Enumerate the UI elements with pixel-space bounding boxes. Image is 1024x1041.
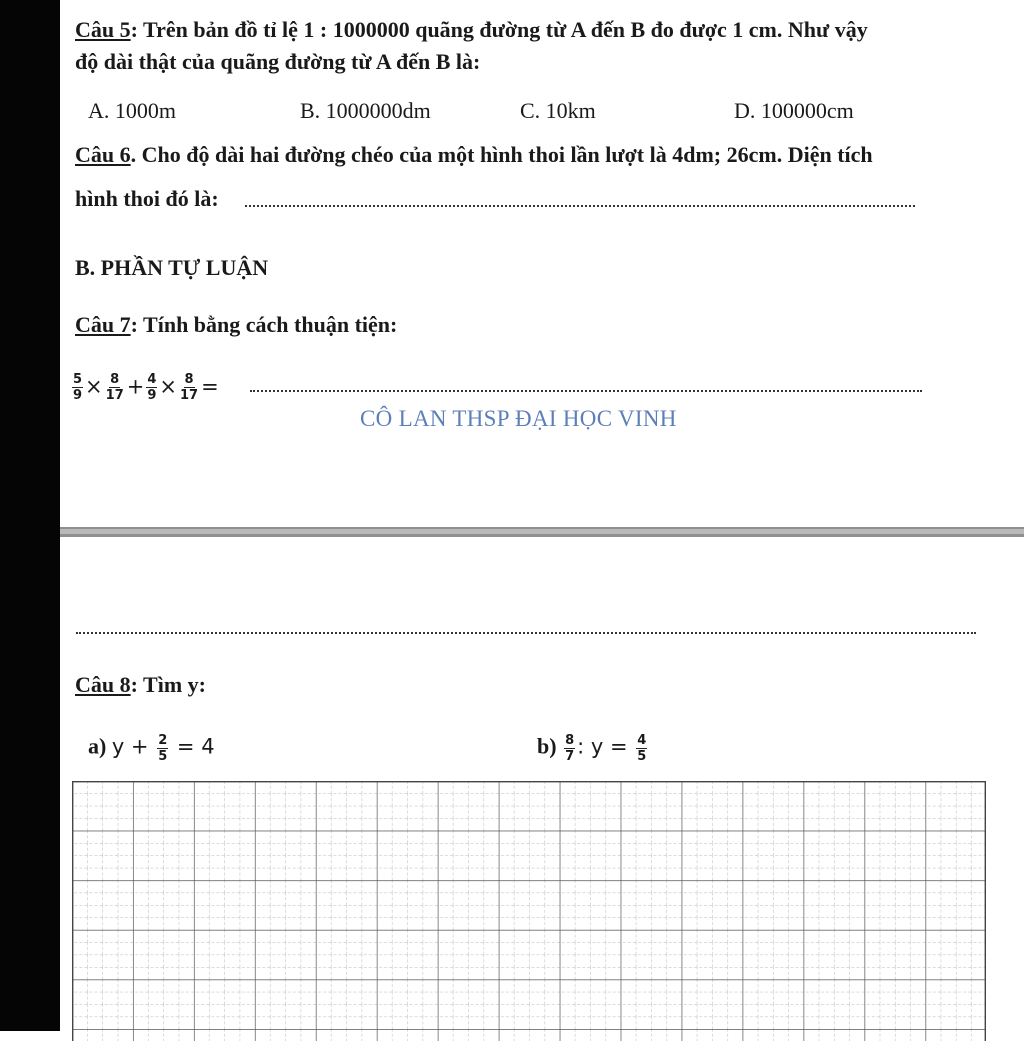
q7-expression (70, 372, 219, 403)
q8-b-prefix: b) (537, 733, 563, 759)
q7-op-2: + (126, 374, 145, 399)
q8-a-rhs: = 4 (170, 734, 215, 759)
q8-a-lhs: y + (111, 734, 156, 759)
answer-dotted-line-bottom (76, 632, 976, 634)
q8-a-frac: $\frac{2}{5}$ (158, 733, 168, 764)
q5-option-c: C. 10km (520, 98, 596, 123)
q7-text: : Tính bằng cách thuận tiện: (130, 312, 398, 337)
q8-b-frac-1: $\frac{8}{7}$ (565, 733, 575, 764)
q7-frac-4: $\frac{8}{17}$ (180, 372, 199, 403)
q7-frac-3: $\frac{4}{9}$ (147, 372, 157, 403)
section-b-title: B. PHẦN TỰ LUẬN (75, 255, 269, 280)
q7-op-1: × (85, 374, 103, 399)
q8-label: Câu 8 (75, 672, 131, 697)
grid-lines (72, 781, 986, 1041)
q6-answer-dotted-line (245, 205, 915, 207)
q8-line (75, 672, 206, 698)
q6-text-1: . Cho độ dài hai đường chéo của một hình thoi lần lượt là 4dm; 26cm. Diện tích (130, 142, 873, 167)
q8-text: : Tìm y: (130, 672, 206, 697)
left-black-border (0, 0, 60, 1031)
q8-a-prefix: a) (88, 733, 112, 759)
q5-option-a: A. 1000m (88, 98, 176, 123)
q6-label: Câu 6 (75, 142, 131, 167)
q8-part-b (537, 733, 649, 764)
watermark-text: CÔ LAN THSP ĐẠI HỌC VINH (360, 406, 677, 431)
q7-op-3: × (159, 374, 178, 399)
q7-frac-2: $\frac{8}{17}$ (105, 372, 124, 403)
q8-part-a (88, 733, 215, 764)
writing-grid (72, 781, 986, 1041)
q7-answer-dotted-line (250, 390, 922, 392)
q5-line1 (75, 17, 868, 43)
q7-label: Câu 7 (75, 312, 131, 337)
q6-line2: hình thoi đó là: (75, 186, 219, 211)
q8-b-mid: : y = (577, 734, 635, 759)
q6-line1 (75, 142, 873, 168)
q7-equals: = (201, 374, 219, 399)
q7-line (75, 312, 397, 338)
q7-frac-1: $\frac{5}{9}$ (73, 372, 83, 403)
q5-label: Câu 5 (75, 17, 131, 42)
q5-option-b: B. 1000000dm (300, 98, 431, 123)
q8-b-frac-2: $\frac{4}{5}$ (637, 733, 647, 764)
page-separator-inner (60, 529, 1024, 534)
q5-option-d: D. 100000cm (734, 98, 854, 123)
q5-line2: độ dài thật của quãng đường từ A đến B là: (75, 49, 481, 74)
q5-text-1: : Trên bản đồ tỉ lệ 1 : 1000000 quãng đường từ A đến B đo được 1 cm. Như vậy (130, 17, 868, 42)
